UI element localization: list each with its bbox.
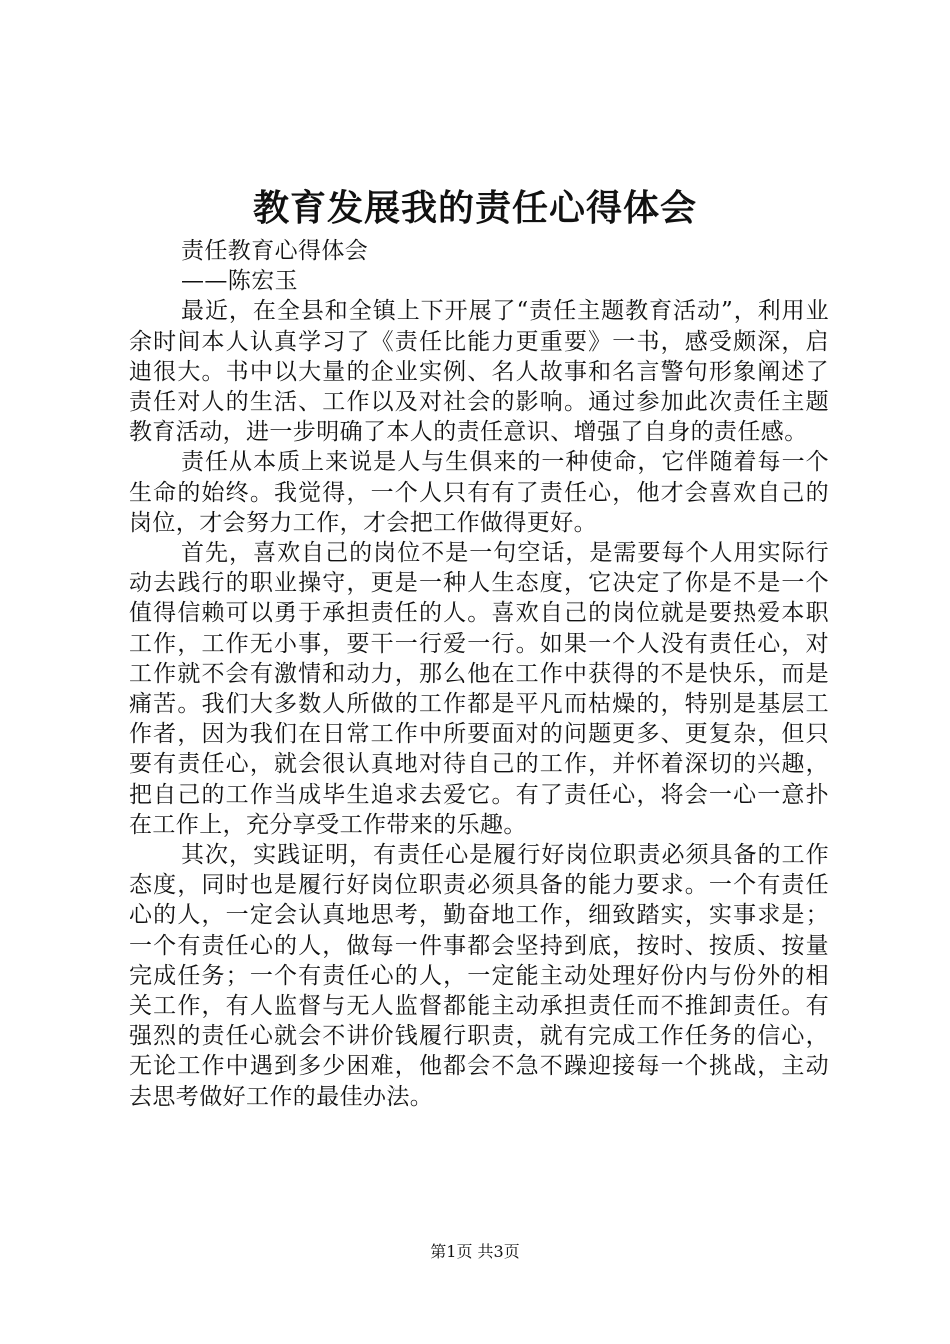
document-title: 教育发展我的责任心得体会 [252,187,697,229]
paragraph: 责任从本质上来说是人与生俱来的一种使命，它伴随着每一个生命的始终。我觉得，一个人只有有了责任心，他才会喜欢自己的岗位，才会努力工作，才会把工作做得更好。 [129,449,829,536]
document-author: ——陈宏玉 [181,268,298,295]
document-subtitle: 责任教育心得体会 [181,238,369,264]
paragraph: 其次，实践证明，有责任心是履行好岗位职责必须具备的工作态度，同时也是履行好岗位职责必须具备的能力要求。一个有责任心的人，一定会认真地思考，勤奋地工作，细致踏实，实事求是；一个有责任心的人，做每一件事都会坚持到底，按时、按质、按量完成任务；一个有责任心的人，一定能主动处理好份内与份外的相关工作，有人监督与无人监督都能主动承担责任而不推卸责任。有强烈的责任心就会不讲价钱履行职责，就有完成工作任务的信心，无论工作中遇到多少困难，他都会不急不躁迎接每一个挑战，主动去思考做好工作的最佳办法。 [129,842,829,1110]
paragraph: 首先，喜欢自己的岗位不是一句空话，是需要每个人用实际行动去践行的职业操守，更是一种人生态度，它决定了你是不是一个值得信赖可以勇于承担责任的人。喜欢自己的岗位就是要热爱本职工作，工作无小事，要干一行爱一行。如果一个人没有责任心，对工作就不会有激情和动力，那么他在工作中获得的不是快乐，而是痛苦。我们大多数人所做的工作都是平凡而枯燥的，特别是基层工作者，因为我们在日常工作中所要面对的问题更多、更复杂，但只要有责任心，就会很认真地对待自己的工作，并怀着深切的兴趣，把自己的工作当成毕生追求去爱它。有了责任心，将会一心一意扑在工作上，充分享受工作带来的乐趣。 [129,540,829,838]
document-body [129,236,829,1112]
page-footer: 第1页 共3页 [430,1242,520,1261]
paragraph: 最近，在全县和全镇上下开展了“责任主题教育活动”，利用业余时间本人认真学习了《责任比能力更重要》一书，感受颇深，启迪很大。书中以大量的企业实例、名人故事和名言警句形象阐述了责任对人的生活、工作以及对社会的影响。通过参加此次责任主题教育活动，进一步明确了本人的责任意识、增强了自身的责任感。 [129,298,829,446]
